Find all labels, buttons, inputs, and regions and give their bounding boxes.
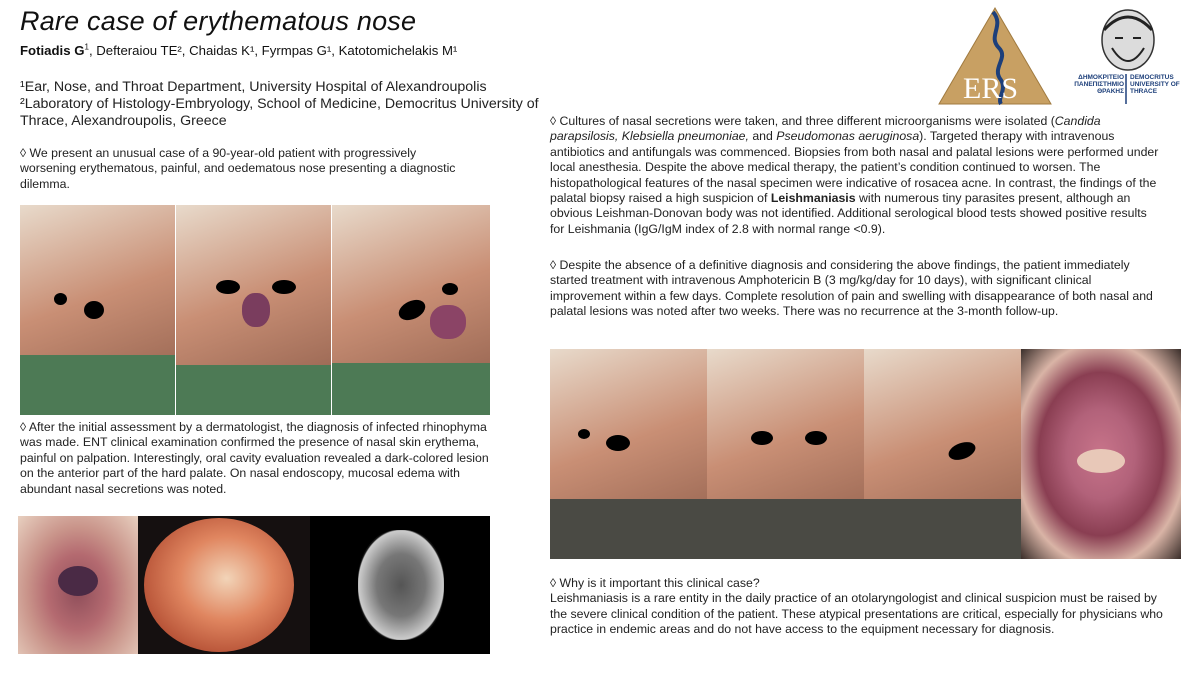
ers-logo: [935, 6, 1055, 106]
importance-section: [550, 576, 1165, 638]
eye-censor-bar: [442, 283, 458, 295]
eye-censor-bar: [751, 431, 773, 445]
eye-censor-bar: [54, 293, 67, 305]
eye-censor-bar: [84, 301, 104, 319]
ers-logo-text: ERS: [963, 72, 1019, 105]
healed-palate: [1077, 449, 1125, 473]
duth-english-name: DEMOCRITUS UNIVERSITY OF THRACE: [1130, 74, 1180, 95]
importance-heading: ◊ Why is it important this clinical case?: [550, 576, 760, 590]
shirt-area: [20, 355, 175, 415]
poster-title: Rare case of erythematous nose: [20, 6, 417, 36]
eye-censor-bar: [396, 296, 429, 324]
cultures-text-a: ◊ Cultures of nasal secretions were taken, and three different microorganisms were isolated (: [550, 114, 1055, 128]
affiliation-2: ²Laboratory of Histology-Embryology, School of Medicine, Democritus University of Thrace, Alexandroupolis, Greece: [20, 96, 539, 129]
photo-before-left-profile: [332, 205, 490, 415]
photo-nasal-endoscopy: [138, 516, 310, 654]
jacket-area: [707, 499, 864, 559]
erythematous-nose: [430, 305, 466, 339]
affiliations: [20, 79, 540, 130]
eye-censor-bar: [578, 429, 590, 439]
eye-censor-bar: [946, 439, 978, 464]
assessment-paragraph: ◊ After the initial assessment by a dermatologist, the diagnosis of infected rhinophyma was made. ENT clinical examination confirmed the presence of nasal skin erythema, painful on palpation. Interestingly, oral cavity evaluation revealed a dark-colored lesion on the anterior part of the hard palate. On nasal endoscopy, mucosal edema with abundant nasal secretions was noted.: [20, 420, 489, 496]
photo-palate-lesion: [18, 516, 138, 654]
other-authors: , Defteraiou TE², Chaidas K¹, Fyrmpas G¹, Katotomichelakis M¹: [88, 43, 458, 58]
intro-paragraph: ◊ We present an unusual case of a 90-year-old patient with progressively worsening erythematous, painful, and oedematous nose presenting a diagnostic dilemma.: [20, 146, 456, 191]
cultures-text-b: ). Targeted therapy with intravenous antibiotics and antifungals was commenced. Biopsies from both nasal and palatal lesions were performed under local anesthesia. Despite the above medical therapy, the patient’s condition continued to worsen. The histopathological features of the nasal specimen were indicative of rosacea acne. In contrast, the findings of the palatal biopsy raised a high suspicion of: [550, 129, 1159, 206]
cultures-and: and: [748, 129, 777, 144]
ers-triangle-icon: [935, 6, 1055, 106]
endoscopic-view: [144, 518, 294, 652]
author-list: [20, 43, 457, 58]
erythematous-nose: [242, 293, 270, 327]
jacket-area: [550, 499, 707, 559]
eye-censor-bar: [216, 280, 240, 294]
photo-before-right-profile: [20, 205, 175, 415]
duth-logo: [1068, 8, 1186, 108]
duth-greek-name: ΔΗΜΟΚΡΙΤΕΙΟ ΠΑΝΕΠΙΣΤΗΜΙΟ ΘΡΑΚΗΣ: [1074, 74, 1124, 95]
eye-censor-bar: [272, 280, 296, 294]
cultures-text-c: with numerous tiny parasites present, although an obvious Leishman-Donovan body was not identified. Additional serological blood tests showed positive results for Leishmania (IgG/IgM index of 2.8 with normal range <0.9).: [550, 191, 1147, 236]
eye-censor-bar: [805, 431, 827, 445]
shirt-area: [332, 363, 490, 415]
treatment-paragraph: ◊ Despite the absence of a definitive diagnosis and considering the above findings, the patient immediately started treatment with intravenous Amphotericin B (3 mg/kg/day for 10 days), with significant clinical improvement within a few days. Complete resolution of pain and swelling with disappearance of both nasal and palatal lesions was noted after two weeks. There was no recurrence at the 3-month follow-up.: [550, 258, 1153, 319]
importance-body: Leishmaniasis is a rare entity in the daily practice of an otolaryngologist and clinical suspicion must be raised by the severe clinical condition of the patient. These atypical presentations are critical, especially for physicians who practice in endemic areas and do not have access to the equipment necessary for diagnosis.: [550, 591, 1163, 637]
first-author: Fotiadis G: [20, 43, 85, 58]
photo-ct-scan: [310, 516, 490, 654]
first-author-affil: 1: [84, 42, 89, 52]
photo-after-frontal: [707, 349, 864, 559]
photo-before-frontal: [176, 205, 331, 415]
cultures-species: Candida parapsilosis, Klebsiella pneumoniae,: [550, 114, 1101, 144]
palatal-lesion: [58, 566, 98, 596]
jacket-area: [864, 499, 1021, 559]
cultures-species-2: Pseudomonas aeruginosa: [776, 129, 920, 144]
photo-after-right-profile: [550, 349, 707, 559]
cultures-paragraph: [550, 114, 1160, 237]
eye-censor-bar: [606, 435, 630, 451]
affiliation-1: ¹Ear, Nose, and Throat Department, University Hospital of Alexandroupolis: [20, 79, 487, 95]
photo-after-left-profile: [864, 349, 1021, 559]
photo-after-oral-cavity: [1021, 349, 1181, 559]
ct-skull-section: [358, 530, 444, 640]
shirt-area: [176, 365, 331, 415]
leishmaniasis-term: Leishmaniasis: [770, 191, 856, 206]
